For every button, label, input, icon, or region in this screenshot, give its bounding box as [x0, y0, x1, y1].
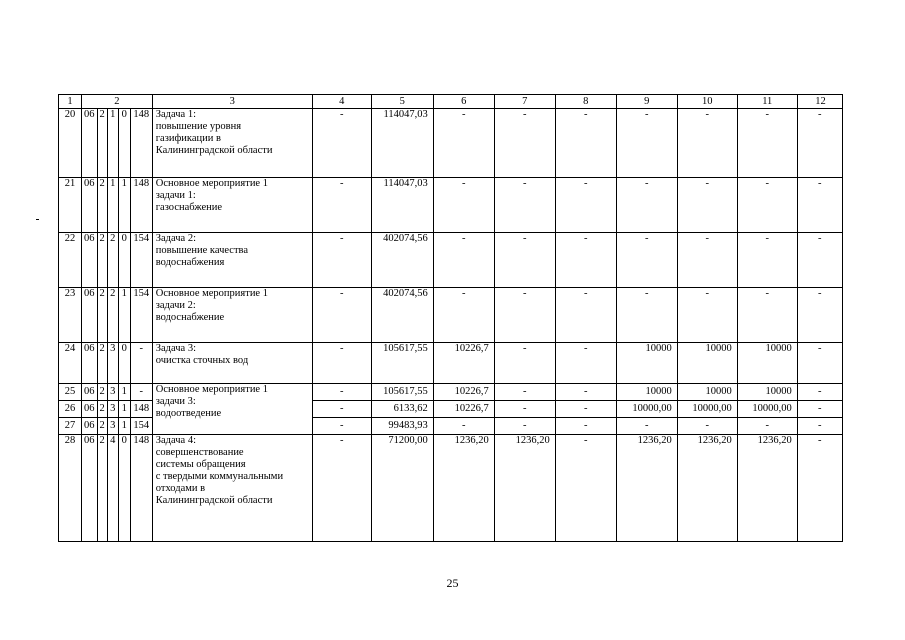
column-header: 7 [494, 95, 555, 109]
value-cell: - [677, 418, 737, 435]
code-cell: 06 [82, 401, 98, 418]
code-cell: 3 [107, 343, 118, 384]
code-cell: 2 [107, 233, 118, 288]
value-cell: - [312, 435, 371, 542]
code-cell: - [130, 343, 152, 384]
value-cell: - [312, 418, 371, 435]
value-cell: - [616, 288, 677, 343]
value-cell: - [433, 109, 494, 178]
code-cell: 148 [130, 401, 152, 418]
value-cell: 114047,03 [371, 109, 433, 178]
value-cell: - [555, 435, 616, 542]
column-header: 5 [371, 95, 433, 109]
value-cell: - [494, 109, 555, 178]
code-cell: 3 [107, 418, 118, 435]
value-cell: - [433, 288, 494, 343]
table-row [59, 288, 843, 343]
code-cell: 1 [118, 401, 130, 418]
value-cell: - [616, 233, 677, 288]
code-cell: 2 [107, 288, 118, 343]
code-cell: 154 [130, 418, 152, 435]
value-cell: 105617,55 [371, 343, 433, 384]
value-cell: - [494, 233, 555, 288]
value-cell: - [737, 288, 797, 343]
value-cell: 105617,55 [371, 384, 433, 401]
code-cell: 148 [130, 178, 152, 233]
code-cell: 148 [130, 435, 152, 542]
code-cell: 2 [97, 288, 107, 343]
value-cell: - [555, 178, 616, 233]
value-cell: 10000,00 [677, 401, 737, 418]
value-cell: 1236,20 [433, 435, 494, 542]
table-row [59, 233, 843, 288]
value-cell: - [494, 343, 555, 384]
column-header: 4 [312, 95, 371, 109]
value-cell: 10000 [677, 343, 737, 384]
value-cell: - [677, 233, 737, 288]
table-row [59, 384, 843, 401]
code-cell: 2 [97, 384, 107, 401]
code-cell: 1 [107, 109, 118, 178]
table-row [59, 109, 843, 178]
value-cell: - [494, 178, 555, 233]
code-cell: 1 [118, 418, 130, 435]
value-cell: - [616, 109, 677, 178]
code-cell: 2 [97, 178, 107, 233]
value-cell: - [737, 109, 797, 178]
value-cell: 10000 [737, 384, 797, 401]
value-cell: - [494, 401, 555, 418]
code-cell: 2 [97, 343, 107, 384]
row-number-cell: 22 [59, 233, 82, 288]
value-cell: - [312, 109, 371, 178]
header-row [59, 95, 843, 109]
column-header: 8 [555, 95, 616, 109]
value-cell: 1236,20 [677, 435, 737, 542]
code-cell: 06 [82, 233, 98, 288]
value-cell: - [312, 288, 371, 343]
code-cell: 3 [107, 384, 118, 401]
value-cell: - [555, 109, 616, 178]
value-cell: 99483,93 [371, 418, 433, 435]
column-header: 10 [677, 95, 737, 109]
value-cell: - [737, 418, 797, 435]
code-cell: 148 [130, 109, 152, 178]
column-header: 9 [616, 95, 677, 109]
table-row [59, 178, 843, 233]
value-cell: - [737, 178, 797, 233]
row-number-cell: 27 [59, 418, 82, 435]
description-cell: Задача 3: очистка сточных вод [152, 343, 312, 384]
code-cell: 06 [82, 384, 98, 401]
value-cell: - [555, 288, 616, 343]
value-cell: - [494, 384, 555, 401]
code-cell: 2 [97, 401, 107, 418]
value-cell: - [616, 418, 677, 435]
column-header: 12 [797, 95, 842, 109]
row-number-cell: 28 [59, 435, 82, 542]
value-cell: 10000,00 [616, 401, 677, 418]
code-cell: 2 [97, 418, 107, 435]
value-cell: - [797, 288, 842, 343]
budget-table [58, 94, 843, 542]
code-cell: 1 [118, 288, 130, 343]
value-cell: - [555, 418, 616, 435]
value-cell: - [312, 233, 371, 288]
value-cell: - [555, 384, 616, 401]
value-cell: - [797, 343, 842, 384]
code-cell: 06 [82, 435, 98, 542]
code-cell: 06 [82, 178, 98, 233]
scan-artifact-mark [36, 219, 39, 220]
description-cell: Задача 1: повышение уровня газификации в Калининградской области [152, 109, 312, 178]
value-cell: - [677, 288, 737, 343]
code-cell: 06 [82, 288, 98, 343]
code-cell: 0 [118, 343, 130, 384]
value-cell: - [433, 233, 494, 288]
value-cell: - [312, 401, 371, 418]
value-cell: - [797, 418, 842, 435]
column-header: 11 [737, 95, 797, 109]
code-cell: 1 [118, 384, 130, 401]
row-number-cell: 23 [59, 288, 82, 343]
code-cell: 2 [97, 109, 107, 178]
value-cell: 10226,7 [433, 343, 494, 384]
value-cell: - [312, 384, 371, 401]
code-cell: 06 [82, 418, 98, 435]
row-number-cell: 21 [59, 178, 82, 233]
description-cell: Основное мероприятие 1 задачи 1: газоснабжение [152, 178, 312, 233]
value-cell: 10226,7 [433, 401, 494, 418]
value-cell: 10000 [616, 384, 677, 401]
value-cell: - [494, 418, 555, 435]
value-cell: - [797, 401, 842, 418]
page-number: 25 [446, 576, 459, 590]
row-number-cell: 26 [59, 401, 82, 418]
value-cell: 1236,20 [616, 435, 677, 542]
value-cell: 402074,56 [371, 288, 433, 343]
value-cell: - [616, 178, 677, 233]
code-cell: - [130, 384, 152, 401]
value-cell: - [737, 233, 797, 288]
value-cell: 10226,7 [433, 384, 494, 401]
value-cell: - [677, 178, 737, 233]
code-cell: 0 [118, 109, 130, 178]
value-cell: 10000 [677, 384, 737, 401]
value-cell: - [555, 401, 616, 418]
value-cell: - [677, 109, 737, 178]
value-cell: - [797, 435, 842, 542]
value-cell: - [433, 418, 494, 435]
value-cell: - [555, 343, 616, 384]
value-cell: 10000 [737, 343, 797, 384]
column-header: 3 [152, 95, 312, 109]
value-cell: - [433, 178, 494, 233]
code-cell: 154 [130, 288, 152, 343]
value-cell: - [312, 178, 371, 233]
code-cell: 1 [118, 178, 130, 233]
code-cell: 154 [130, 233, 152, 288]
value-cell: - [494, 288, 555, 343]
column-header: 6 [433, 95, 494, 109]
value-cell: - [797, 233, 842, 288]
value-cell: 10000,00 [737, 401, 797, 418]
column-header: 2 [82, 95, 153, 109]
code-cell: 06 [82, 343, 98, 384]
value-cell: - [555, 233, 616, 288]
code-cell: 1 [107, 178, 118, 233]
code-cell: 2 [97, 233, 107, 288]
value-cell: 1236,20 [494, 435, 555, 542]
description-cell: Основное мероприятие 1 задачи 2: водоснабжение [152, 288, 312, 343]
description-cell: Задача 2: повышение качества водоснабжения [152, 233, 312, 288]
value-cell: 6133,62 [371, 401, 433, 418]
value-cell: 114047,03 [371, 178, 433, 233]
value-cell: 71200,00 [371, 435, 433, 542]
value-cell: - [797, 178, 842, 233]
table-row [59, 435, 843, 542]
description-cell: Задача 4: совершенствование системы обращения с твердыми коммунальными отходами в Калининградской области [152, 435, 312, 542]
row-number-cell: 24 [59, 343, 82, 384]
code-cell: 4 [107, 435, 118, 542]
row-number-cell: 25 [59, 384, 82, 401]
code-cell: 06 [82, 109, 98, 178]
description-cell: Основное мероприятие 1 задачи 3: водоотведение [152, 384, 312, 435]
value-cell: 10000 [616, 343, 677, 384]
code-cell: 0 [118, 435, 130, 542]
column-header: 1 [59, 95, 82, 109]
value-cell: 1236,20 [737, 435, 797, 542]
code-cell: 3 [107, 401, 118, 418]
code-cell: 2 [97, 435, 107, 542]
row-number-cell: 20 [59, 109, 82, 178]
table-row [59, 343, 843, 384]
value-cell: 402074,56 [371, 233, 433, 288]
value-cell: - [797, 109, 842, 178]
code-cell: 0 [118, 233, 130, 288]
value-cell: - [797, 384, 842, 401]
value-cell: - [312, 343, 371, 384]
